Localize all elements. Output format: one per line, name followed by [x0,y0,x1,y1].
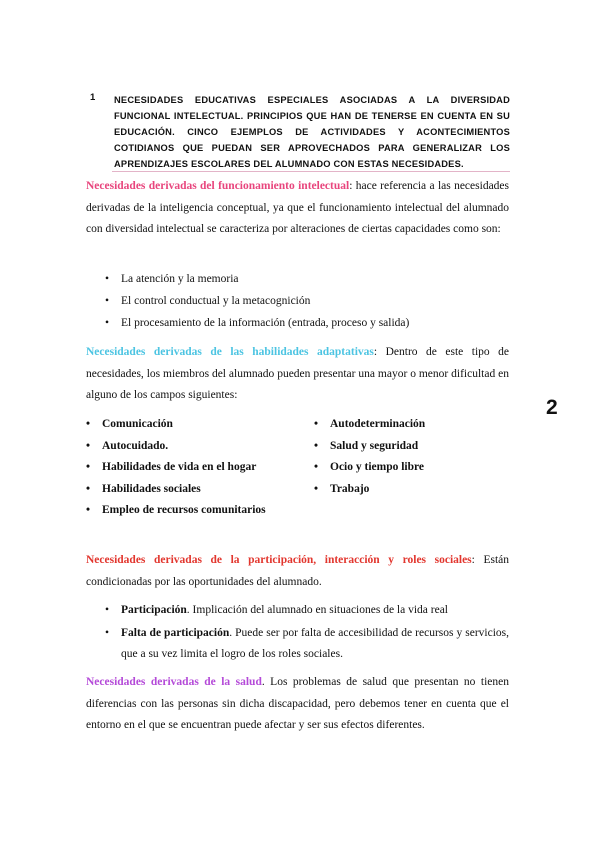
list-item-label: Participación [121,604,187,616]
lead-intellectual-functioning: Necesidades derivadas del funcionamiento intelectual [86,180,350,192]
page-number: 2 [546,396,558,419]
list-item: • Autocuidado. [86,436,306,458]
list-item: • Ocio y tiempo libre [314,457,514,479]
list-item: • La atención y la memoria [105,268,505,290]
list-item-text: . Puede ser por falta de accesibilidad de recursos y servicios, que a su vez limita el logro de los roles sociales. [121,626,509,660]
list-item-label: Falta de participación [121,626,230,639]
list-item: • Trabajo [314,479,514,501]
paragraph-adaptive-skills [86,342,509,407]
body-adaptive-skills: : Dentro de este tipo de necesidades, los miembros del alumnado pueden presentar una mayor o menor dificultad en alguno de los campos siguientes: [86,346,510,401]
list-item: • Habilidades de vida en el hogar [86,457,306,479]
list-item-text: . Implicación del alumnado en situaciones de la vida real [186,604,449,616]
list-item: • Comunicación [86,414,306,436]
list-item [105,623,509,666]
paragraph-health [86,672,509,737]
section-heading [90,92,510,172]
list-adaptive-areas-left [86,414,306,522]
body-participation: : Están condicionadas por las oportunidades del alumnado. [86,554,510,588]
lead-health: Necesidades derivadas de la salud [86,676,262,688]
list-item [105,600,509,622]
lead-adaptive-skills: Necesidades derivadas de las habilidades adaptativas [86,346,374,358]
heading-divider [112,171,510,172]
list-intellectual-capacities [105,268,505,334]
body-intellectual-functioning: : hace referencia a las necesidades derivadas de la inteligencia conceptual, ya que el funcionamiento intelectual del alumnado con diversidad intelectual se caracteriza por alteraciones de ciertas capacidades como son: [86,180,509,235]
list-item: • El procesamiento de la información (entrada, proceso y salida) [105,312,505,334]
heading-number: 1 [90,92,96,103]
paragraph-intellectual-functioning [86,176,509,241]
list-item: • El control conductual y la metacognición [105,290,505,312]
list-item: • Empleo de recursos comunitarios [86,500,306,522]
list-adaptive-areas-right [314,414,514,500]
body-health: . Los problemas de salud que presentan no tienen diferencias con las personas sin dicha discapacidad, pero debemos tener en cuenta que el entorno en el que se encuentran puede afectar y ser sus efectos diferentes. [86,676,509,731]
list-item: • Autodeterminación [314,414,514,436]
lead-participation: Necesidades derivadas de la participación, interacción y roles sociales [86,554,472,566]
list-item: • Habilidades sociales [86,479,306,501]
paragraph-participation [86,550,509,593]
list-item: • Salud y seguridad [314,436,514,458]
list-participation [105,600,509,667]
heading-text: NECESIDADES EDUCATIVAS ESPECIALES ASOCIADAS A LA DIVERSIDAD FUNCIONAL INTELECTUAL. PRINCIPIOS QUE HAN DE TENERSE EN CUENTA EN SU EDUCACIÓN. CINCO EJEMPLOS DE ACTIVIDADES Y ACONTECIMIENTOS COTIDIANOS QUE PUEDAN SER APROVECHADOS PARA GENERALIZAR LOS APRENDIZAJES ESCOLARES DEL ALUMNADO CON ESTAS NECESIDADES. [114,95,510,169]
